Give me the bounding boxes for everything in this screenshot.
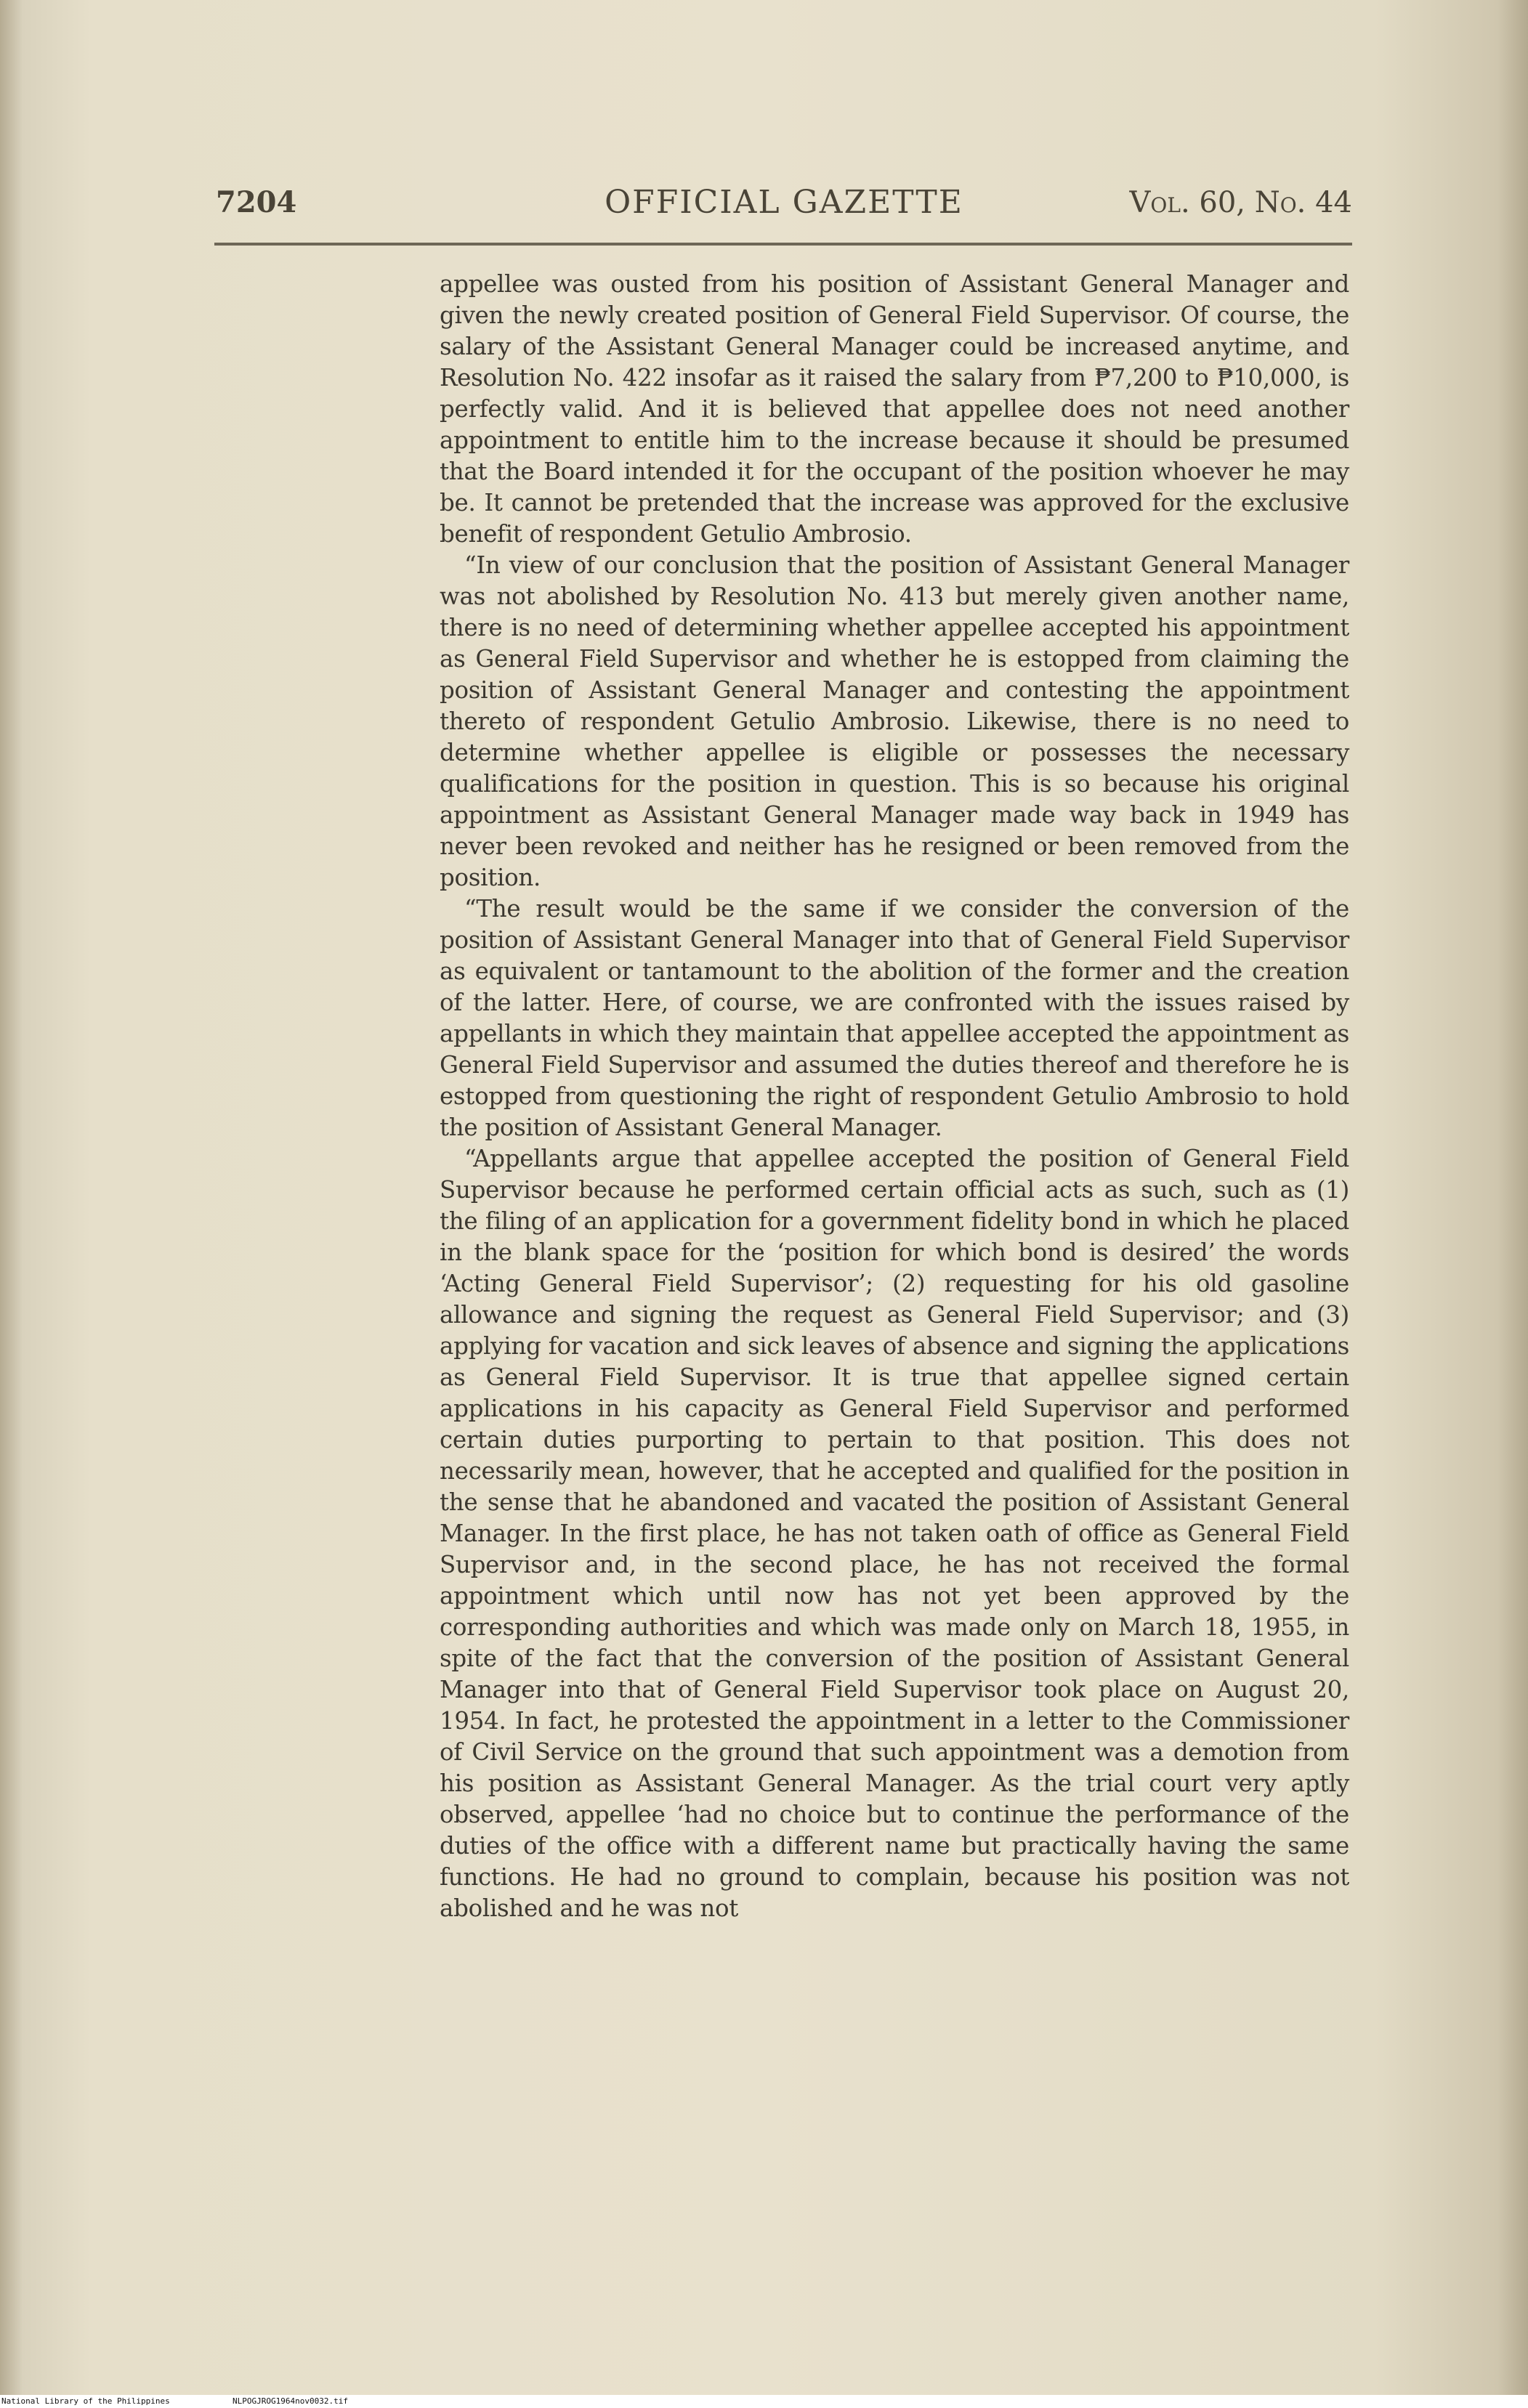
paragraph: appellee was ousted from his position of Assistant General Manager and given the newly created position of General Field Supervisor. Of course, the salary of the Assistant General Manager could be increased anytime, and Resolution No. 422 insofar as it raised the salary from ₱7,200 to ₱10,000, is perfectly valid. And it is believed that appellee does not need another appointment to entitle him to the increase because it should be presumed that the Board intended it for the occupant of the position whoever he may be. It cannot be pretended that the increase was approved for the exclusive benefit of respondent Getulio Ambrosio.: [440, 270, 1349, 548]
page-number: 7204: [216, 185, 297, 219]
footer-library: National Library of the Philippines: [1, 2396, 170, 2406]
page-header: [216, 185, 1352, 228]
paragraph: “In view of our conclusion that the position of Assistant General Manager was not abolished by Resolution No. 413 but merely given another name, there is no need of determining whether appellee accepted his appointment as General Field Supervisor and whether he is estopped from claiming the position of Assistant General Manager and contesting the appointment thereto of respondent Getulio Ambrosio. Likewise, there is no need to determine whether appellee is eligible or possesses the necessary qualifications for the position in question. This is so because his original appointment as Assistant General Manager made way back in 1949 has never been revoked and neither has he resigned or been removed from the position.: [440, 551, 1349, 891]
scan-footer: [0, 2395, 1528, 2408]
paragraph: “The result would be the same if we consider the conversion of the position of Assistant General Manager into that of General Field Supervisor as equivalent or tantamount to the abolition of the former and the creation of the latter. Here, of course, we are confronted with the issues raised by appellants in which they maintain that appellee accepted the appointment as General Field Supervisor and assumed the duties thereof and therefore he is estopped from questioning the right of respondent Getulio Ambrosio to hold the position of Assistant General Manager.: [440, 895, 1349, 1141]
running-title: OFFICIAL GAZETTE: [605, 184, 963, 221]
header-rule: [214, 243, 1352, 246]
paragraph: “Appellants argue that appellee accepted the position of General Field Supervisor because he performed certain official acts as such, such as (1) the filing of an application for a government fidelity bond in which he placed in the blank space for the ‘position for which bond is desired’ the words ‘Acting General Field Supervisor’; (2) requesting for his old gasoline allowance and signing the request as General Field Supervisor; and (3) applying for vacation and sick leaves of absence and signing the applications as General Field Supervisor. It is true that appellee signed certain applications in his capacity as General Field Supervisor and performed certain duties purporting to pertain to that position. This does not necessarily mean, however, that he accepted and qualified for the position in the sense that he abandoned and vacated the position of Assistant General Manager. In the first place, he has not taken oath of office as General Field Supervisor and, in the second place, he has not received the formal appointment which until now has not yet been approved by the corresponding authorities and which was made only on March 18, 1955, in spite of the fact that the conversion of the position of Assistant General Manager into that of General Field Supervisor took place on August 20, 1954. In fact, he protested the appointment in a letter to the Commissioner of Civil Service on the ground that such appointment was a demotion from his position as Assistant General Manager. As the trial court very aptly observed, appellee ‘had no choice but to continue the performance of the duties of the office with a different name but practically having the same functions. He had no ground to complain, because his position was not abolished and he was not: [440, 1145, 1349, 1922]
volume-issue: Vol. 60, No. 44: [1129, 186, 1352, 219]
body-text: [440, 269, 1349, 1924]
footer-filename: NLPOGJROG1964nov0032.tif: [233, 2396, 348, 2406]
